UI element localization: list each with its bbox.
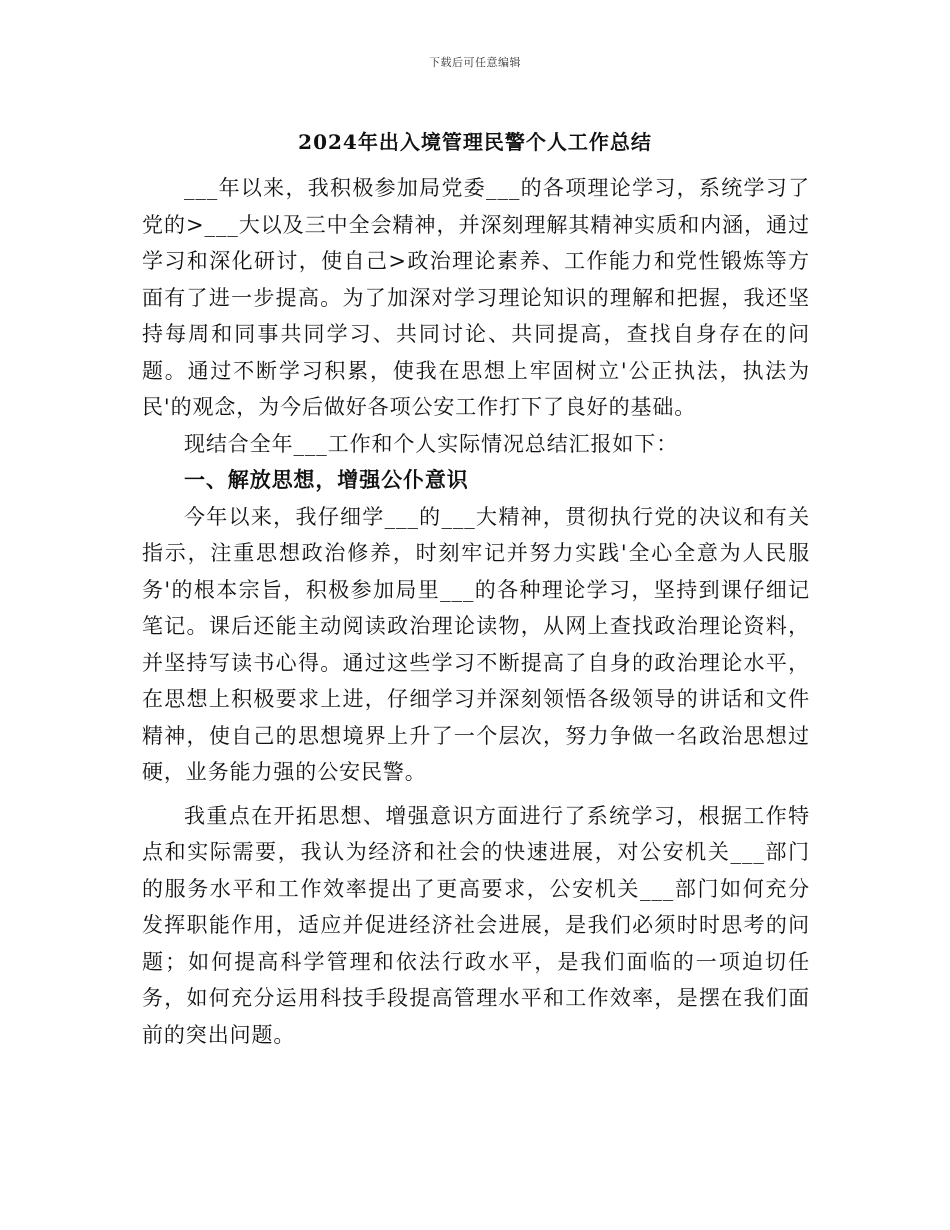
document-body [142,170,810,1053]
paragraph-section-1: 今年以来，我仔细学___的___大精神，贯彻执行党的决议和有关指示，注重思想政治修养，时刻牢记并努力实践'全心全意为人民服务'的根本宗旨，积极参加局里___的各种理论学习，坚持到课仔细记笔记。课后还能主动阅读政治理论读物，从网上查找政治理论资料，并坚持写读书心得。通过这些学习不断提高了自身的政治理论水平，在思想上积极要求上进，仔细学习并深刻领悟各级领导的讲话和文件精神，使自己的思想境界上升了一个层次，努力争做一名政治思想过硬，业务能力强的公安民警。 [142,504,810,784]
document-title: 2024年出入境管理民警个人工作总结 [298,130,652,154]
paragraph-intro: ___年以来，我积极参加局党委___的各项理论学习，系统学习了党的>___大以及三中全会精神，并深刻理解其精神实质和内涵，通过学习和深化研讨，使自己>政治理论素养、工作能力和党性锻炼等方面有了进一步提高。为了加深对学习理论知识的理解和把握，我还坚持每周和同事共同学习、共同讨论、共同提高，查找自身存在的问题。通过不断学习积累，使我在思想上牢固树立'公正执法，执法为民'的观念，为今后做好各项公安工作打下了良好的基础。 [142,176,810,419]
section-heading: 一、解放思想，增强公仆意识 [184,467,469,492]
paragraph-summary-lead: 现结合全年___工作和个人实际情况总结汇报如下： [184,431,679,456]
header-note: 下载后可任意编辑 [429,56,521,69]
paragraph-section-2: 我重点在开拓思想、增强意识方面进行了系统学习，根据工作特点和实际需要，我认为经济和社会的快速进展，对公安机关___部门的服务水平和工作效率提出了更高要求，公安机关___部门如何充分发挥职能作用，适应并促进经济社会进展，是我们必须时时思考的问题；如何提高科学管理和依法行政水平，是我们面临的一项迫切任务，如何充分运用科技手段提高管理水平和工作效率，是摆在我们面前的突出问题。 [142,803,810,1047]
